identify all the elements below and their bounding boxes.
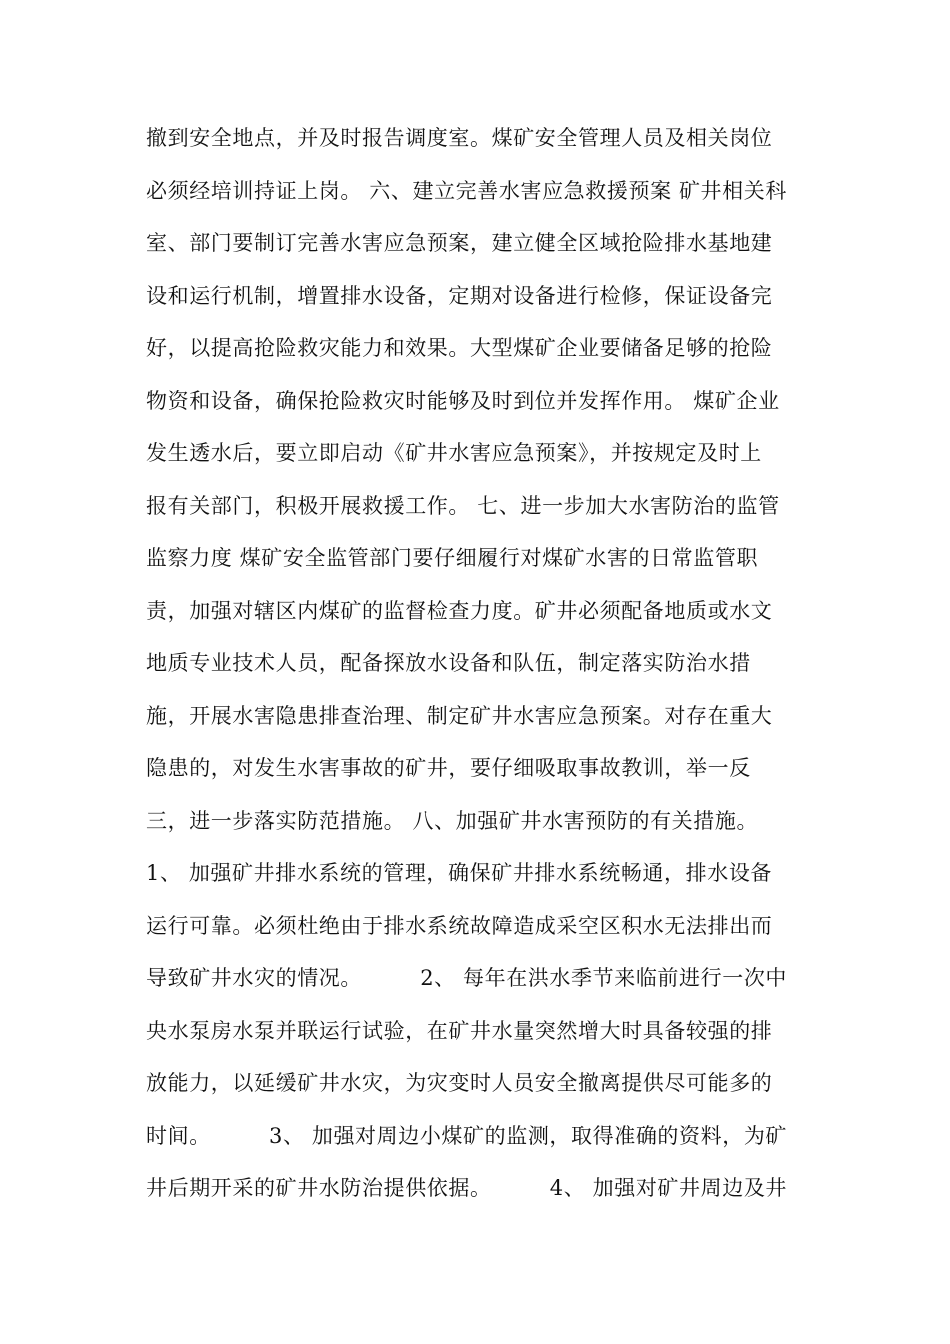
text-line: 物资和设备，确保抢险救灾时能够及时到位并发挥作用。 煤矿企业 xyxy=(146,388,780,413)
text-line: 三，进一步落实防范措施。 八、加强矿井水害预防的有关措施。 xyxy=(146,808,759,833)
text-line: 时间。 3、 加强对周边小煤矿的监测，取得准确的资料，为矿 xyxy=(146,1123,788,1148)
text-line: 必须经培训持证上岗。 六、建立完善水害应急救援预案 矿井相关科 xyxy=(146,178,787,203)
body-text xyxy=(146,118,806,1221)
text-line: 撤到安全地点，并及时报告调度室。煤矿安全管理人员及相关岗位 xyxy=(146,126,773,150)
text-line: 地质专业技术人员，配备探放水设备和队伍，制定落实防治水措 xyxy=(146,651,751,675)
text-line: 发生透水后，要立即启动《矿井水害应急预案》，并按规定及时上 xyxy=(146,441,762,465)
text-line: 井后期开采的矿井水防治提供依据。 4、 加强对矿井周边及井 xyxy=(146,1176,788,1200)
text-line: 报有关部门，积极开展救援工作。 七、进一步加大水害防治的监管 xyxy=(146,493,780,518)
text-line: 运行可靠。必须杜绝由于排水系统故障造成采空区积水无法排出而 xyxy=(146,913,773,938)
text-line: 放能力，以延缓矿井水灾，为灾变时人员安全撤离提供尽可能多的 xyxy=(146,1071,773,1095)
text-line: 1、 加强矿井排水系统的管理，确保矿井排水系统畅通，排水设备 xyxy=(146,861,773,885)
text-line: 室、部门要制订完善水害应急预案，建立健全区域抢险排水基地建 xyxy=(146,231,773,255)
text-line: 导致矿井水灾的情况。 2、 每年在洪水季节来临前进行一次中 xyxy=(146,966,788,990)
text-line: 隐患的，对发生水害事故的矿井，要仔细吸取事故教训，举一反 xyxy=(146,756,751,780)
text-line: 监察力度 煤矿安全监管部门要仔细履行对煤矿水害的日常监管职 xyxy=(146,546,759,570)
text-line: 央水泵房水泵并联运行试验，在矿井水量突然增大时具备较强的排 xyxy=(146,1018,773,1043)
text-line: 施，开展水害隐患排查治理、制定矿井水害应急预案。对存在重大 xyxy=(146,703,773,728)
text-line: 设和运行机制，增置排水设备，定期对设备进行检修，保证设备完 xyxy=(146,283,773,308)
text-line: 好，以提高抢险救灾能力和效果。大型煤矿企业要储备足够的抢险 xyxy=(146,336,773,360)
text-line: 责，加强对辖区内煤矿的监督检查力度。矿井必须配备地质或水文 xyxy=(146,598,773,623)
